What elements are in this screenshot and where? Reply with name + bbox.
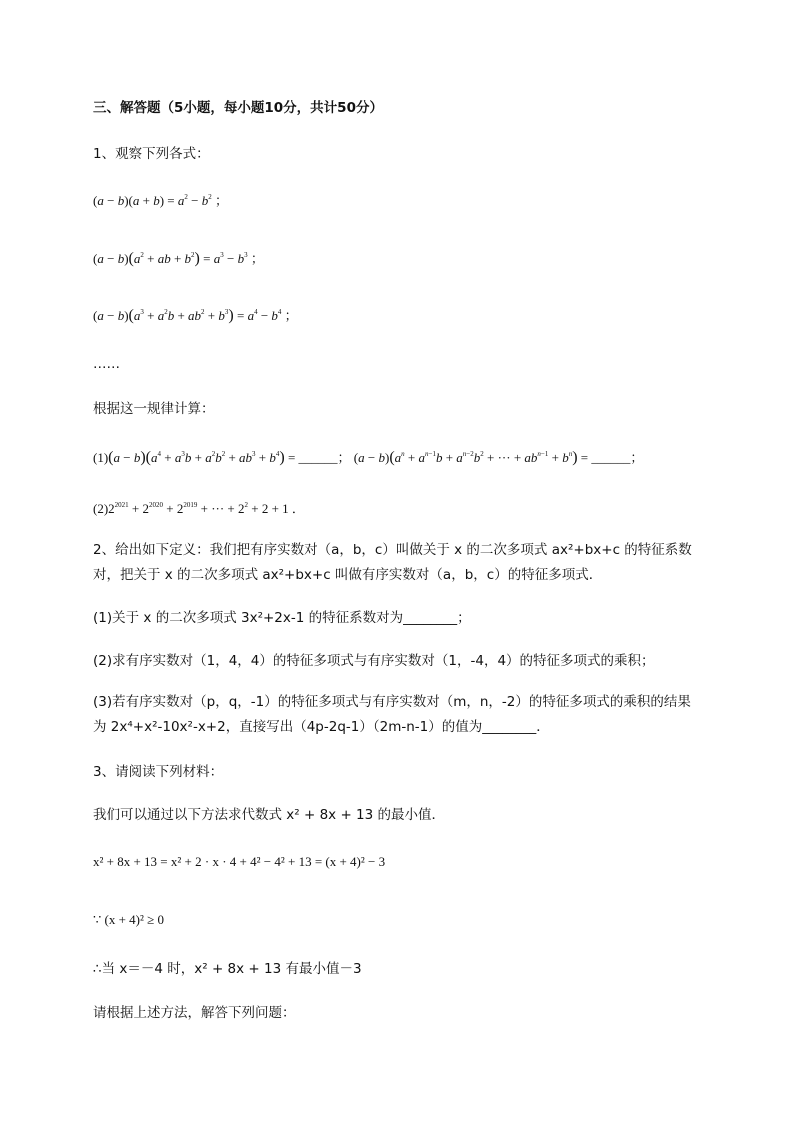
question-1-label: 1、观察下列各式： <box>93 146 210 162</box>
question-2-line-1: 2、给出如下定义：我们把有序实数对（a，b，c）叫做关于 x 的二次多项式 ax²+bx+c 的特征系数 <box>93 542 692 558</box>
answer-blank-1: ______ <box>298 450 338 465</box>
question-3-intro: 我们可以通过以下方法求代数式 x² + 8x + 13 的最小值． <box>93 807 446 823</box>
formula-1: $(a - b)(a + b) = a^2 - b^2$ ； <box>93 193 228 208</box>
question-3-step-2: ∵ (x + 4)² ≥ 0 <box>93 912 165 927</box>
question-2-part-3-line-2: 为 2x⁴+x²-10x²-x+2，直接写出（4p-2q-1）（2m-n-1）的值为________． <box>93 719 550 735</box>
part-1-prefix: (1) <box>93 450 109 465</box>
question-3-label: 3、请阅读下列材料： <box>93 764 224 780</box>
question-3-step-1: x² + 8x + 13 = x² + 2 · x · 4 + 4² − 4² + 13 = (x + 4)² − 3 <box>93 854 386 869</box>
ellipsis: …… <box>93 356 120 372</box>
question-1-instruction: 根据这一规律计算： <box>93 401 215 417</box>
question-2-part-1: (1)关于 x 的二次多项式 3x²+2x-1 的特征系数对为________； <box>93 610 471 626</box>
question-3-closing: 请根据上述方法，解答下列问题： <box>93 1005 296 1021</box>
formula-2: $(a - b)(a^2$ + ab + $b^2) = a^3 - b^3$ ； <box>93 250 264 267</box>
question-2-line-2: 对，把关于 x 的二次多项式 ax²+bx+c 叫做有序实数对（a，b，c）的特征多项式． <box>93 567 603 583</box>
part-2-prefix: (2) <box>93 501 109 516</box>
answer-blank-2: ______ <box>591 450 631 465</box>
question-1-part-1: $(1)(a - b)(a^4 + a^3b + a^2b^2 + ab^3 + b^4)$ = ______； $(a - b)(a^n + a^{n-1}b + a^{n-2}b^2$ + ··· + $ab^{n-1} + b^n$) = ______； <box>93 449 644 466</box>
question-2-part-2: (2)求有序实数对（1，4，4）的特征多项式与有序实数对（1，-4，4）的特征多项式的乘积； <box>93 653 655 669</box>
section-title: 三、解答题（5小题，每小题10分，共计50分） <box>93 100 383 116</box>
formula-3: $(a - b)(a^3 + a^2b + ab^2 + b^3) = a^4 - b^4$ ； <box>93 307 298 324</box>
question-2-part-3-line-1: (3)若有序实数对（p，q，-1）的特征多项式与有序实数对（m，n，-2）的特征多项式的乘积的结果 <box>93 694 691 710</box>
question-3-step-3: ∴当 x＝－4 时，x² + 8x + 13 有最小值－3 <box>93 961 362 977</box>
question-1-part-2: $(2)2^{2021} + 2^{2020} + 2^{2019}$ + ··· + $2^2 + 2 + 1$ ． <box>93 501 305 516</box>
